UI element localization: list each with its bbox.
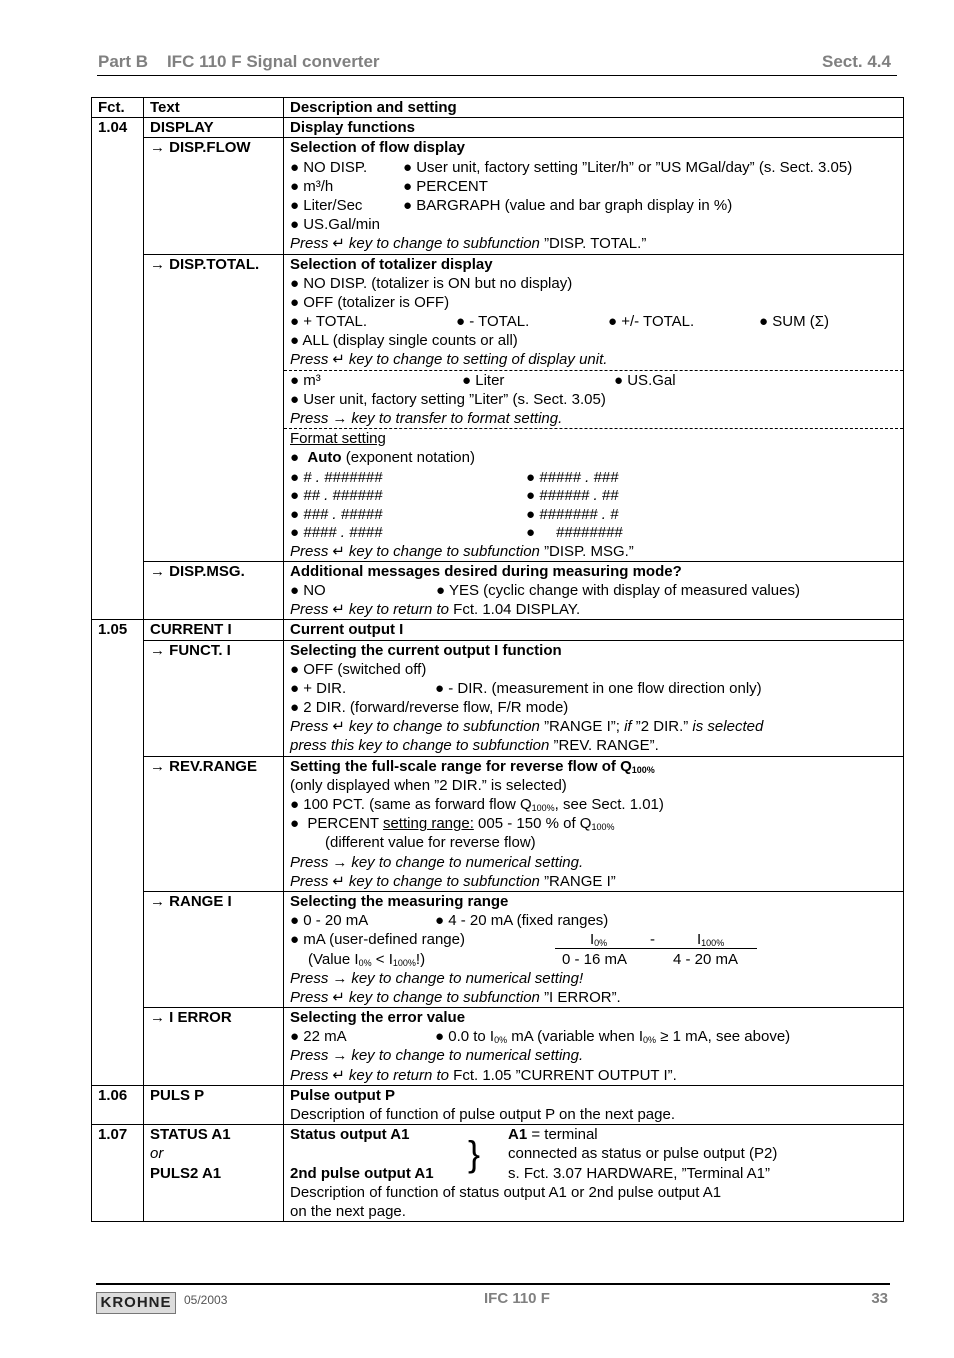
text-range-i: → RANGE I [144, 891, 284, 1007]
press-text: Press [290, 988, 329, 1006]
option-line [290, 814, 897, 833]
option-line [290, 930, 897, 949]
option: ● NO [290, 581, 326, 599]
subscript: 0% [594, 938, 608, 949]
option-line [290, 468, 897, 487]
option-line [290, 523, 897, 542]
section-title: 2nd pulse output A1 [290, 1164, 434, 1182]
enter-key-icon: ↵ [332, 351, 345, 369]
text-rev-range: → REV.RANGE [144, 756, 284, 891]
target-text: ”RANGE I” [544, 872, 616, 890]
option: ● User unit, factory setting ”Liter/h” or ”US MGal/day” (s. Sect. 3.05) [403, 158, 853, 176]
press-text: Press [290, 872, 329, 890]
option-line [290, 371, 897, 390]
table-row [92, 756, 904, 891]
option: ● PERCENT [403, 177, 488, 195]
press-text: Press [290, 969, 329, 987]
terminal-text: = terminal [527, 1126, 598, 1144]
desc-disp-total [284, 254, 904, 561]
target-text: ”DISP. TOTAL.” [544, 235, 647, 253]
text-status-a1 [144, 1125, 284, 1222]
text-label: PULS2 A1 [150, 1164, 222, 1182]
press-text: key to change to subfunction [348, 718, 540, 736]
option: ● m³ [290, 371, 321, 389]
footer-product: IFC 110 F [484, 1290, 550, 1307]
option: (exponent notation) [341, 449, 475, 467]
fct-1-05: 1.05 [92, 620, 144, 1086]
brace-icon: } [468, 1133, 481, 1175]
press-text: Press [290, 1066, 329, 1084]
desc-disp-flow [284, 138, 904, 254]
subscript: 0% [494, 1035, 508, 1046]
table-row [92, 254, 904, 561]
press-text: key to change to subfunction [348, 988, 540, 1006]
option: , see Sect. 1.01) [554, 796, 664, 814]
option: ● - DIR. (measurement in one flow direction only) [435, 679, 762, 697]
format-option: ● ## . ###### [290, 487, 383, 505]
option: ● OFF (totalizer is OFF) [290, 293, 450, 311]
target-text: ”I ERROR”. [544, 988, 621, 1006]
press-line [290, 969, 897, 988]
desc-range-i [284, 891, 904, 1007]
option-line [290, 581, 897, 600]
page-header [97, 51, 897, 76]
target-text: Fct. 1.04 DISPLAY. [453, 601, 581, 619]
option: ● US.Gal/min [290, 216, 380, 234]
target-text: ”RANGE I”; [544, 718, 620, 736]
text-disp-flow: → DISP.FLOW [144, 138, 284, 254]
text-label: STATUS A1 [150, 1126, 231, 1144]
desc-line [290, 1125, 897, 1144]
option: ● PERCENT [290, 815, 383, 833]
range-header [555, 930, 757, 949]
footer-date: 05/2003 [184, 1293, 228, 1307]
table-header-row [92, 98, 904, 118]
desc-rev-range [284, 756, 904, 891]
description: Description of function of pulse output P on the next page. [290, 1106, 675, 1124]
option: ● OFF (switched off) [290, 660, 427, 678]
press-text: Press [290, 542, 329, 560]
option: 005 - 150 % of Q [473, 815, 592, 833]
range-dash: - [650, 931, 655, 949]
note: (only displayed when ”2 DIR.” is selected) [290, 776, 567, 794]
press-text: key to change to numerical setting! [351, 969, 584, 987]
option: ≥ 1 mA, see above) [656, 1028, 791, 1046]
press-text: key to change to subfunction [348, 872, 540, 890]
press-text: Press [290, 235, 329, 253]
header-section: Sect. 4.4 [822, 52, 891, 71]
range-i100: I [697, 931, 702, 949]
desc-line [290, 1164, 897, 1183]
option-line [290, 950, 897, 969]
option-line [290, 679, 897, 698]
format-setting-label: Format setting [290, 430, 386, 448]
enter-key-icon: ↵ [332, 988, 345, 1006]
text-puls-p: PULS P [144, 1085, 284, 1124]
press-text: Press [290, 410, 329, 428]
table-row [92, 891, 904, 1007]
range-value: 0 - 16 mA [562, 950, 628, 968]
option-line [290, 486, 897, 505]
option-line [290, 795, 897, 814]
option-line [290, 911, 897, 930]
format-option: ● # . ####### [290, 468, 383, 486]
col-desc: Description and setting [284, 98, 904, 118]
desc-i-error [284, 1008, 904, 1086]
note: (Value I [308, 950, 359, 968]
arrow-right-key-icon: → [332, 1047, 348, 1065]
text-display: DISPLAY [144, 118, 284, 138]
option: ● + DIR. [290, 679, 347, 697]
option: Auto [307, 449, 342, 467]
press-line [290, 234, 897, 253]
col-fct: Fct. [92, 98, 144, 118]
option: ● SUM (Σ) [759, 313, 829, 331]
press-text: key to return to [348, 1066, 449, 1084]
function-table [91, 97, 904, 1222]
text-disp-total: → DISP.TOTAL. [144, 254, 284, 561]
press-text: Press [290, 351, 329, 369]
option-line [290, 177, 897, 196]
option: ● + TOTAL. [290, 313, 368, 331]
option: ● US.Gal [614, 371, 676, 389]
desc-status-a1 [284, 1125, 904, 1222]
option-line [290, 1027, 897, 1046]
page-number: 33 [871, 1290, 888, 1307]
option: ● User unit, factory setting ”Liter” (s. Sect. 3.05) [290, 390, 606, 408]
format-option: ● ##### . ### [526, 468, 619, 486]
press-line [290, 717, 897, 736]
target-text: ”2 DIR.” [635, 718, 689, 736]
press-text: Press [290, 853, 329, 871]
terminal-text: connected as status or pulse output (P2) [508, 1145, 778, 1163]
note: !) [415, 950, 426, 968]
option-line [290, 196, 897, 215]
section-title: Status output A1 [290, 1126, 410, 1144]
option-line [290, 505, 897, 524]
press-text: Press [290, 601, 329, 619]
press-text: press this key to change to subfunction [290, 737, 550, 755]
table-row [92, 138, 904, 254]
press-text: key to change to numerical setting. [351, 1047, 584, 1065]
table-row [92, 1085, 904, 1124]
option: ● - TOTAL. [456, 313, 530, 331]
subscript: 0% [358, 957, 372, 968]
fct-1-07: 1.07 [92, 1125, 144, 1222]
range-i0: I [590, 931, 595, 949]
option-line [290, 215, 897, 234]
option-line [290, 448, 897, 467]
option: ● 2 DIR. (forward/reverse flow, F/R mode) [290, 699, 569, 717]
option: ● BARGRAPH (value and bar graph display in %) [403, 196, 733, 214]
press-line [290, 350, 897, 369]
press-text: key to change to subfunction [348, 542, 540, 560]
option: ● ALL (display single counts or all) [290, 332, 518, 350]
option: ● m³/h [290, 177, 334, 195]
section-title: Additional messages desired during measuring mode? [290, 562, 682, 580]
text-label: or [150, 1145, 164, 1163]
press-text: key to return to [348, 601, 449, 619]
subscript: 100% [591, 822, 615, 833]
section-title: Selecting the error value [290, 1009, 466, 1027]
terminal-text: s. Fct. 3.07 HARDWARE, ”Terminal A1” [508, 1164, 771, 1182]
press-text: key to change to subfunction [348, 235, 540, 253]
option: mA (variable when I [507, 1028, 644, 1046]
option: ● NO DISP. (totalizer is ON but no display) [290, 274, 573, 292]
section-title: Selecting the current output I function [290, 641, 562, 659]
header-title: Part B IFC 110 F Signal converter [98, 52, 380, 71]
description: Description of function of status output A1 or 2nd pulse output A1 [290, 1183, 722, 1201]
arrow-right-key-icon: → [332, 969, 348, 987]
section-title: Selection of flow display [290, 139, 466, 157]
range-value: 4 - 20 mA [673, 950, 739, 968]
section-title [290, 757, 897, 776]
option: ● 22 mA [290, 1028, 347, 1046]
press-text: Press [290, 1047, 329, 1065]
enter-key-icon: ↵ [332, 718, 345, 736]
subscript: 0% [643, 1035, 657, 1046]
press-text: key to change to numerical setting. [351, 853, 584, 871]
option-line [290, 158, 897, 177]
description: on the next page. [290, 1202, 406, 1220]
fct-1-04: 1.04 [92, 118, 144, 620]
desc-current-i: Current output I [284, 620, 904, 640]
enter-key-icon: ↵ [332, 872, 345, 890]
bullet: ● [290, 449, 308, 467]
press-line [290, 600, 897, 619]
option: ● Liter [462, 371, 505, 389]
page-footer [96, 1283, 890, 1311]
press-line [290, 542, 897, 561]
subscript: 100% [531, 803, 555, 814]
option: ● 0 - 20 mA [290, 912, 369, 930]
table-row [92, 1008, 904, 1086]
format-block [284, 428, 903, 561]
target-text: ”DISP. MSG.” [544, 542, 634, 560]
arrow-right-key-icon: → [332, 410, 348, 428]
option-line [290, 312, 897, 331]
press-text: is selected [692, 718, 764, 736]
format-option: ● ######## [526, 524, 623, 542]
subscript: 100% [701, 938, 725, 949]
table-row [92, 640, 904, 756]
enter-key-icon: ↵ [332, 542, 345, 560]
text-current-i: CURRENT I [144, 620, 284, 640]
format-option: ● #### . #### [290, 524, 383, 542]
value-note [290, 951, 425, 968]
press-line [290, 988, 897, 1007]
option: ● 100 PCT. (same as forward flow Q [290, 796, 532, 814]
note: < I [371, 950, 393, 968]
fct-1-06: 1.06 [92, 1085, 144, 1124]
enter-key-icon: ↵ [332, 1066, 345, 1084]
format-option: ● ####### . # [526, 505, 619, 523]
press-line [290, 409, 897, 428]
text-i-error: → I ERROR [144, 1008, 284, 1086]
target-text: Fct. 1.05 ”CURRENT OUTPUT I”. [453, 1066, 677, 1084]
option: ● YES (cyclic change with display of measured values) [436, 581, 800, 599]
target-text: ”REV. RANGE”. [553, 737, 659, 755]
format-option: ● ### . ##### [290, 505, 383, 523]
press-line [290, 872, 897, 891]
option: ● 0.0 to I [435, 1028, 495, 1046]
enter-key-icon: ↵ [332, 601, 345, 619]
enter-key-icon: ↵ [332, 235, 345, 253]
press-text: key to change to setting of display unit. [348, 351, 608, 369]
text-funct-i: → FUNCT. I [144, 640, 284, 756]
setting-range-label: setting range: [382, 815, 474, 833]
press-line [290, 853, 897, 872]
arrow-right-key-icon: → [332, 853, 348, 871]
press-line [290, 1066, 897, 1085]
press-text: Press [290, 718, 329, 736]
press-line [290, 1046, 897, 1065]
desc-display: Display functions [284, 118, 904, 138]
section-title: Selecting the measuring range [290, 892, 509, 910]
section-title: Selection of totalizer display [290, 255, 493, 273]
press-text: if [624, 718, 632, 736]
option: ● 4 - 20 mA (fixed ranges) [435, 912, 609, 930]
table-row [92, 620, 904, 640]
subscript: 100% [392, 957, 416, 968]
title-text: Setting the full-scale range for reverse flow of Q [290, 757, 632, 775]
desc-puls-p [284, 1085, 904, 1124]
option: ● NO DISP. [290, 158, 368, 176]
press-text: key to transfer to format setting. [351, 410, 563, 428]
unit-block [284, 370, 903, 429]
option: ● mA (user-defined range) [290, 931, 465, 949]
subscript: 100% [631, 764, 655, 775]
press-line [290, 736, 897, 755]
table-row [92, 1125, 904, 1222]
text-disp-msg: → DISP.MSG. [144, 561, 284, 620]
col-text: Text [144, 98, 284, 118]
option: ● +/- TOTAL. [608, 313, 695, 331]
desc-disp-msg [284, 561, 904, 620]
terminal-label: A1 [508, 1126, 528, 1144]
note: (different value for reverse flow) [325, 834, 536, 852]
table-row [92, 118, 904, 138]
desc-funct-i [284, 640, 904, 756]
table-row [92, 561, 904, 620]
section-title: Pulse output P [290, 1086, 395, 1104]
option: ● Liter/Sec [290, 196, 363, 214]
krohne-logo: KROHNE [96, 1292, 176, 1314]
format-option: ● ###### . ## [526, 487, 619, 505]
